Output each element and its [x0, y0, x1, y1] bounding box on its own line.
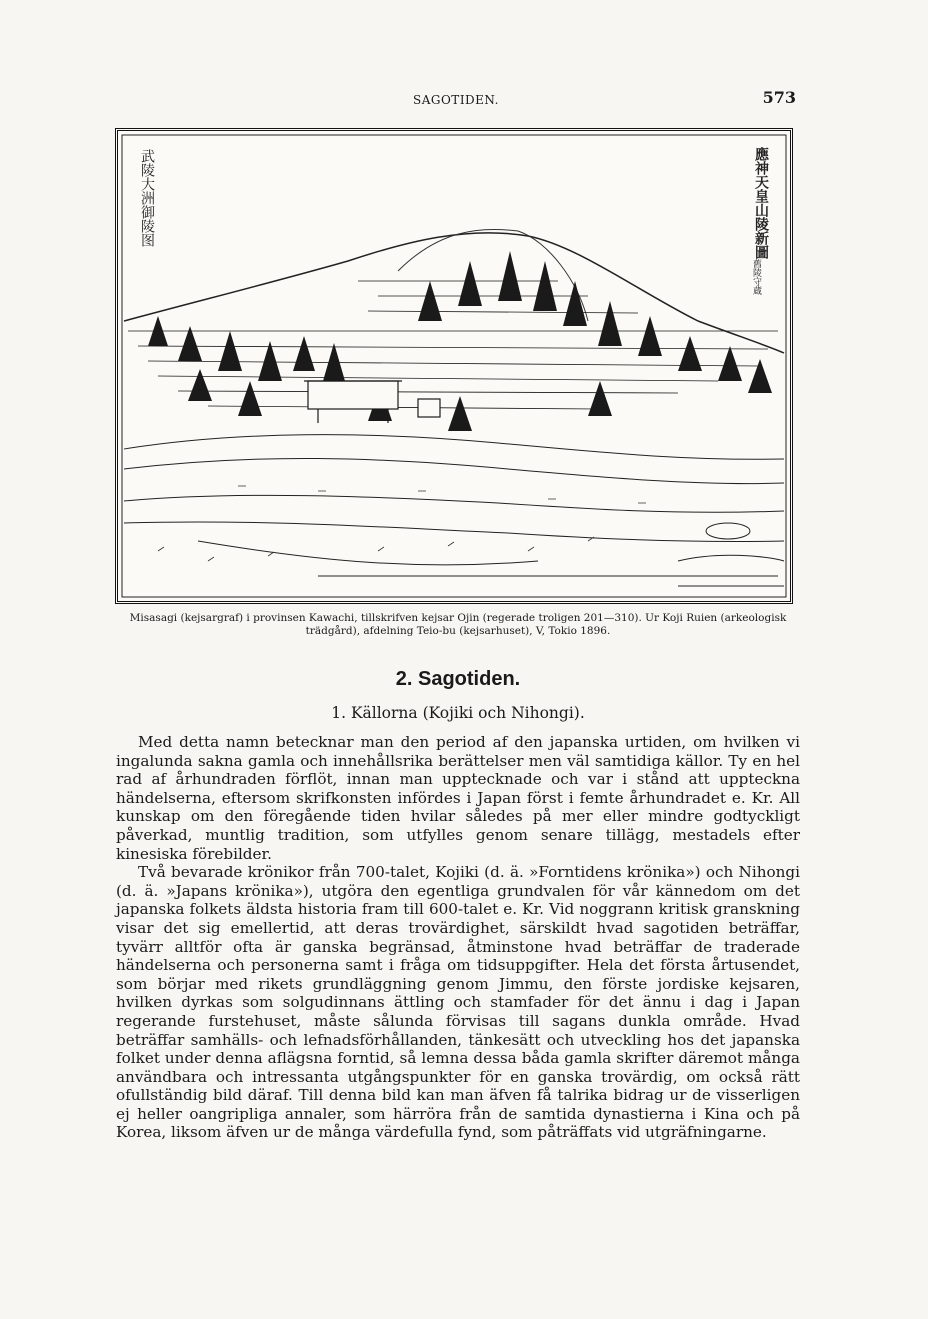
figure-illustration [115, 128, 793, 604]
pine-tree-icon [148, 251, 772, 431]
right-inscription: 應神天皇山陵新圖 [753, 147, 769, 259]
forest-texture [128, 281, 778, 409]
figure-caption: Misasagi (kejsargraf) i provinsen Kawachi, tillskrifven kejsar Ojin (regerade troligen 201—310). Ur Koji Ruien (arkeologisk trädgård), afdelning Teio-bu (kejsarhuset), V, Tokio 1896. [129, 612, 787, 637]
page-number: 573 [762, 88, 796, 107]
section-title: 2. Sagotiden. [395, 668, 521, 690]
subsection-title: 1. Källorna (Kojiki och Nihongi). [331, 704, 585, 722]
seal-inscription: 舊陵守蔵 [751, 259, 761, 295]
burial-mound-illustration [118, 131, 790, 601]
small-island [706, 523, 750, 539]
page-header [116, 88, 796, 110]
body-text [116, 733, 800, 1142]
running-title: SAGOTIDEN. [413, 93, 499, 107]
field-marks [158, 486, 646, 561]
river-icon [124, 435, 784, 586]
paragraph: Två bevarade krönikor från 700-talet, Kojiki (d. ä. »Forntidens krönika») och Nihongi (d. ä. »Japans krönika»), utgöra den egentliga grundvalen för vår kännedom om det japanska folkets äldsta historia fram till 600-talet e. Kr. Vid noggrann kritisk granskning visar det sig emellertid, att deras trovärdighet, särskildt hvad sagotiden beträffar, tyvärr alltför ofta är ganska begränsad, åtminstone hvad beträffar de traderade händelserna och personerna samt i fråga om tidsuppgifter. Hela det första årtusendet, som börjar med rikets grundläggning genom Jimmu, den förste jordiske kejsaren, hvilken dyrkas som solgudinnans ättling och stamfader för det ännu i dag i Japan regerande furstehuset, måste sålunda förvisas till sagans dunkla område. Hvad beträffar samhälls- och lefnadsförhållanden, tänkesätt och utveckling hos det japanska folket under denna aflägsna forntid, så lemna dessa båda gamla skrifter däremot många användbara och intressanta utgångspunkter för en ganska trovärdig, om också rätt ofullständig bild däraf. Till denna bild kan man äfven få talrika bidrag ur de visserligen ej heller oangripliga annaler, som härröra från de samtida dynastierna i Kina och på Korea, liksom äfven ur de många värdefulla fynd, som påträffats vid utgräfningarne. [116, 863, 800, 1142]
paragraph: Med detta namn betecknar man den period af den japanska urtiden, om hvilken vi ingalunda sakna gamla och innehållsrika berättelser men väl samtidiga källor. Ty en hel rad af århundraden förflöt, innan man upptecknade och var i stånd att uppteckna händelserna, eftersom skrifkonsten infördes i Japan först i femte århundradet e. Kr. All kunskap om den föregående tiden hvilar således på mer eller mindre godtyckligt påverkad, muntlig tradition, som utfylles genom senare tillägg, mestadels efter kinesiska förebilder. [116, 733, 800, 863]
left-inscription: 武陵大洲御陵图 [139, 149, 155, 247]
